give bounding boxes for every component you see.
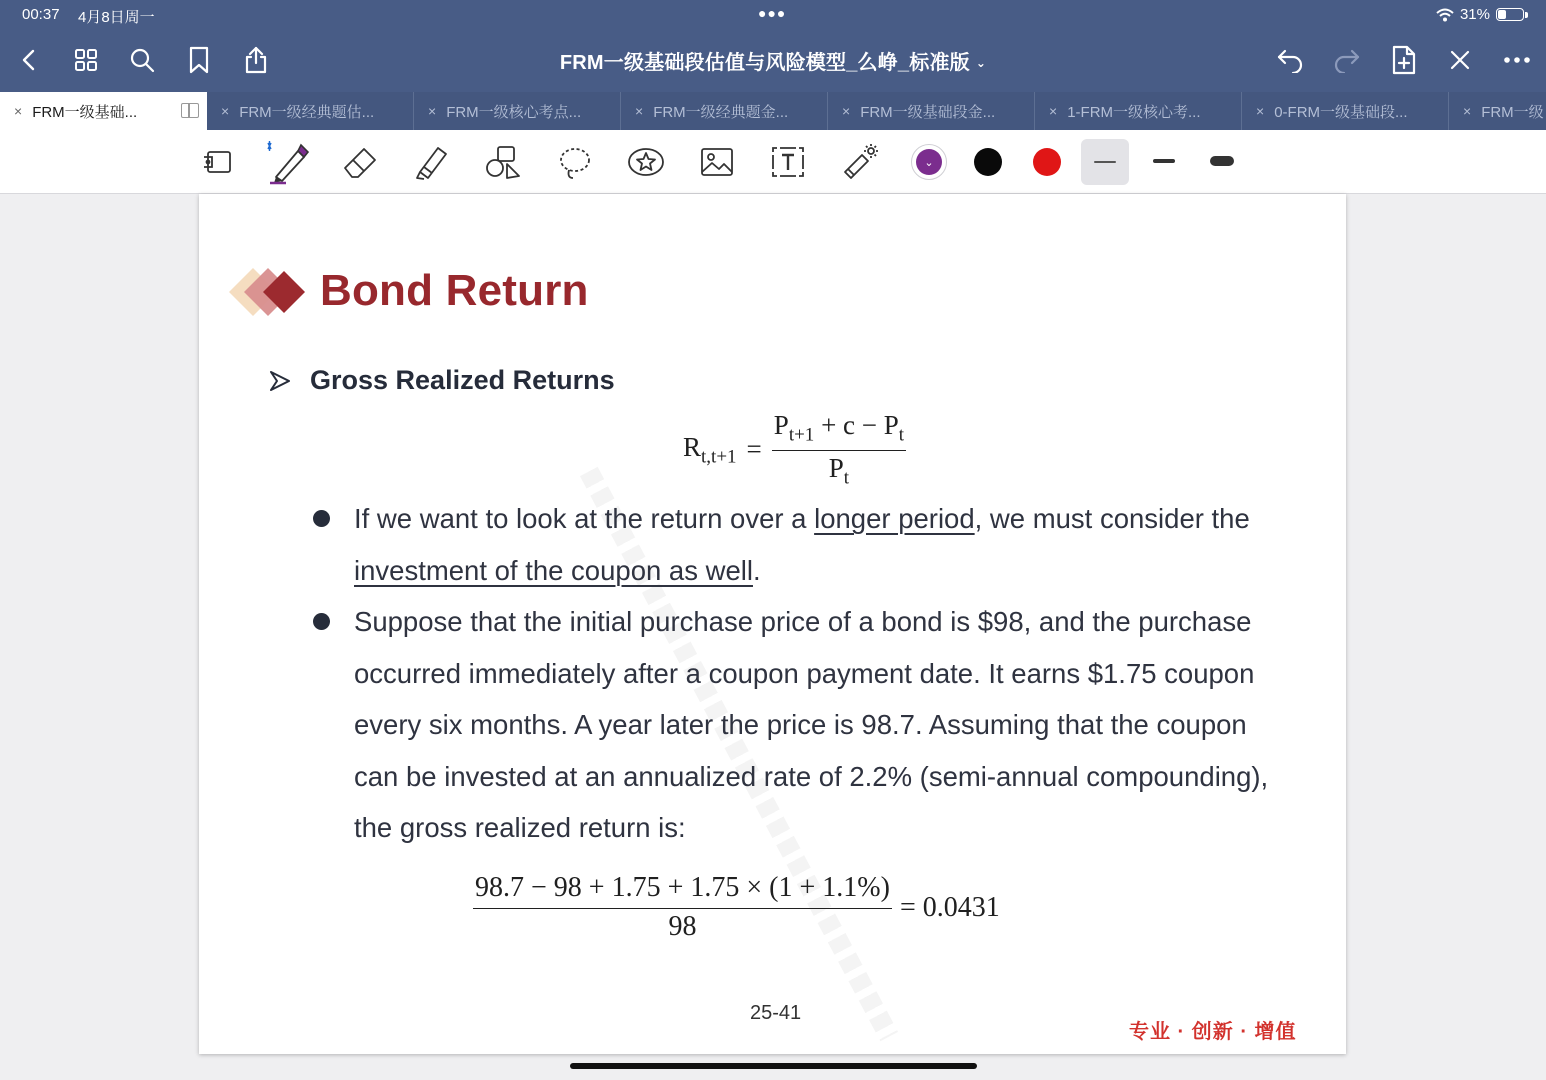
highlighter-icon[interactable]	[412, 142, 452, 182]
return-formula: $R_{t,t+1}$ = $\frac{P_{t+1} + c - P_t}{P_t}$	[683, 410, 905, 489]
close-icon[interactable]: ×	[14, 103, 23, 119]
battery-percent: 31%	[1459, 6, 1490, 23]
bullet-dot	[313, 613, 330, 630]
tab-bar	[0, 92, 1546, 130]
undo-icon[interactable]	[1273, 43, 1307, 77]
annotation-toolbar	[0, 130, 1546, 194]
color-swatch-purple[interactable]	[911, 144, 947, 180]
slide-title: Bond Return	[320, 266, 589, 315]
stroke-width-thin[interactable]	[1081, 139, 1129, 185]
image-icon[interactable]	[697, 142, 737, 182]
add-page-icon[interactable]	[1387, 43, 1421, 77]
battery-status	[1436, 6, 1528, 23]
tab-document[interactable]: × FRM一级	[1463, 103, 1544, 121]
more-icon[interactable]	[1500, 43, 1534, 77]
tab-document[interactable]: × FRM一级基础...	[0, 92, 207, 130]
close-icon[interactable]: ×	[635, 103, 644, 119]
close-icon[interactable]: ×	[1256, 103, 1265, 119]
status-date: 4月8日周一	[78, 9, 155, 26]
lasso-icon[interactable]	[555, 142, 595, 182]
bullet-text-2: Suppose that the initial purchase price of a bond is $98, and the purchase occurred immediately after a coupon payment date. It earns $1.75 coupon every six months. A year later the price is 98.7. Assuming that the coupon can be invested at an annualized rate of 2.2% (semi-annual compounding), the gross realized return is:	[354, 606, 1269, 844]
battery-icon	[1496, 8, 1524, 21]
sticker-icon[interactable]	[626, 142, 666, 182]
eraser-icon[interactable]	[340, 142, 380, 182]
arrow-bullet-icon	[269, 370, 291, 392]
page-number: 25-41	[750, 1002, 802, 1024]
laser-pointer-icon[interactable]	[840, 142, 880, 182]
color-swatch-black[interactable]	[974, 148, 1002, 176]
text-box-icon[interactable]	[768, 142, 808, 182]
home-indicator[interactable]	[570, 1063, 977, 1069]
redo-icon[interactable]	[1330, 43, 1364, 77]
close-icon[interactable]: ×	[221, 103, 230, 119]
title-diamond-logo	[227, 266, 311, 318]
tab-document[interactable]: × FRM一级经典题估...	[207, 92, 414, 130]
slogan: 专业 · 创新 · 增值	[1129, 1021, 1297, 1043]
top-bar	[0, 0, 1546, 92]
tab-document[interactable]: × 1-FRM一级核心考...	[1035, 92, 1242, 130]
close-icon[interactable]: ×	[1049, 103, 1058, 119]
gross-return-calculation: $\frac{98.7 - 98 + 1.75 + 1.75 \times (1 + 1.1\%)}{98}$ = 0.0431	[475, 872, 1000, 942]
bullet-dot	[313, 510, 330, 527]
read-mode-icon[interactable]	[198, 142, 238, 182]
wifi-icon	[1436, 8, 1454, 22]
shapes-icon[interactable]	[483, 142, 523, 182]
close-annotate-icon[interactable]	[1443, 43, 1477, 77]
pen-icon[interactable]	[266, 142, 312, 182]
close-icon[interactable]: ×	[1463, 103, 1472, 119]
tab-document[interactable]: × FRM一级基础段金...	[828, 92, 1035, 130]
chevron-down-icon: ⌄	[916, 149, 942, 175]
stroke-width-thick[interactable]	[1210, 156, 1234, 166]
tab-document[interactable]: × 0-FRM一级基础段...	[1242, 92, 1449, 130]
status-time: 00:37	[22, 6, 60, 23]
close-icon[interactable]: ×	[842, 103, 851, 119]
close-icon[interactable]: ×	[428, 103, 437, 119]
section-heading: Gross Realized Returns	[310, 365, 615, 395]
pdf-page	[199, 194, 1346, 1054]
tab-document[interactable]: × FRM一级核心考点...	[414, 92, 621, 130]
tab-document[interactable]: × FRM一级经典题金...	[621, 92, 828, 130]
split-view-icon[interactable]	[181, 103, 199, 118]
color-swatch-red[interactable]	[1033, 148, 1061, 176]
multitask-dots[interactable]: ●●●	[758, 5, 787, 21]
document-title[interactable]: FRM一级基础段估值与风险模型_么峥_标准版 ⌄	[559, 52, 987, 74]
chevron-down-icon: ⌄	[975, 56, 987, 70]
stroke-width-medium[interactable]	[1153, 159, 1175, 163]
bullet-text-1: If we want to look at the return over a longer period, we must consider the investment of the coupon as well.	[354, 503, 1250, 586]
